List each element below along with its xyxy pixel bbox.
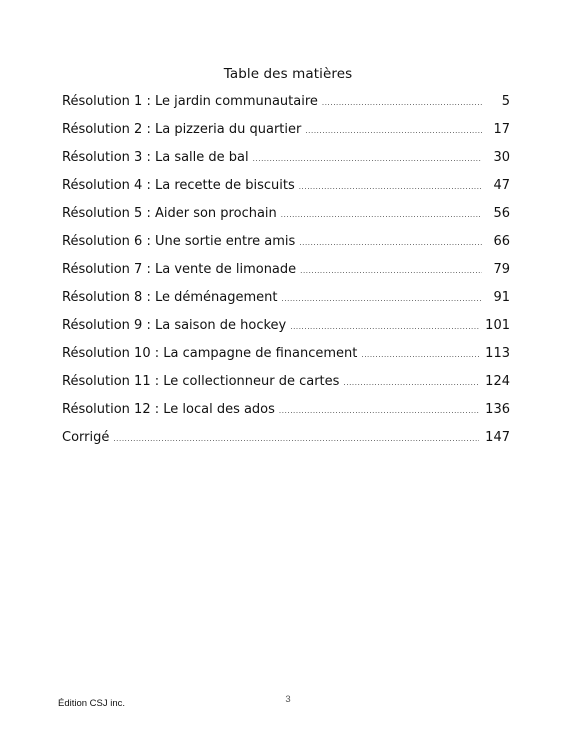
toc-entry-page: 47: [493, 178, 510, 193]
toc-entry-label: Résolution 5 : Aider son prochain: [62, 206, 277, 221]
toc-dot-leader: [113, 435, 479, 443]
toc-title: Table des matières: [223, 66, 353, 82]
toc-entry: [62, 402, 510, 430]
toc-dot-leader: [300, 267, 482, 275]
toc-dot-leader: [343, 379, 479, 387]
toc-entry: [62, 346, 510, 374]
toc-entry-label: Résolution 10 : La campagne de financement: [62, 346, 358, 361]
toc-entry-page: 66: [493, 234, 510, 249]
toc-dot-leader: [322, 99, 482, 107]
toc-entry-page: 136: [485, 402, 510, 417]
toc-entry-label: Résolution 4 : La recette de biscuits: [62, 178, 295, 193]
toc-dot-leader: [361, 351, 479, 359]
toc-entry-label: Résolution 12 : Le local des ados: [62, 402, 275, 417]
toc-entry-page: 147: [485, 430, 510, 445]
toc-entry-label: Résolution 2 : La pizzeria du quartier: [62, 122, 302, 137]
toc-dot-leader: [281, 211, 482, 219]
toc-dot-leader: [299, 239, 482, 247]
toc-entry: [62, 122, 510, 150]
toc-dot-leader: [253, 155, 482, 163]
footer-publisher: Édition CSJ inc.: [58, 698, 126, 709]
toc-dot-leader: [279, 407, 479, 415]
toc-entry-label: Corrigé: [62, 430, 110, 445]
toc-entry-label: Résolution 6 : Une sortie entre amis: [62, 234, 296, 249]
toc-entry-label: Résolution 8 : Le déménagement: [62, 290, 278, 305]
toc-entry-page: 30: [493, 150, 510, 165]
toc-entry-label: Résolution 1 : Le jardin communautaire: [62, 94, 318, 109]
toc-entry: [62, 290, 510, 318]
toc-entry: [62, 430, 510, 458]
toc-entry-label: Résolution 11 : Le collectionneur de cartes: [62, 374, 340, 389]
toc-entry-label: Résolution 7 : La vente de limonade: [62, 262, 297, 277]
toc-entry: [62, 262, 510, 290]
toc-entry-page: 124: [485, 374, 510, 389]
footer-page-number: 3: [285, 694, 291, 705]
toc-entry-page: 91: [493, 290, 510, 305]
toc-dot-leader: [281, 295, 482, 303]
toc-entry: [62, 206, 510, 234]
toc-entry: [62, 150, 510, 178]
toc-entry-page: 113: [485, 346, 510, 361]
toc-entry: [62, 234, 510, 262]
toc-entry-page: 56: [493, 206, 510, 221]
toc-entry-page: 17: [493, 122, 510, 137]
toc-entry-page: 79: [493, 262, 510, 277]
toc-entry-page: 5: [501, 94, 510, 109]
toc-entry-page: 101: [485, 318, 510, 333]
toc-entry: [62, 178, 510, 206]
toc-entry-label: Résolution 3 : La salle de bal: [62, 150, 249, 165]
toc-entry: [62, 94, 510, 122]
toc-dot-leader: [290, 323, 479, 331]
toc-dot-leader: [299, 183, 482, 191]
toc-list: [62, 94, 510, 458]
toc-dot-leader: [305, 127, 482, 135]
toc-entry: [62, 318, 510, 346]
toc-entry: [62, 374, 510, 402]
toc-entry-label: Résolution 9 : La saison de hockey: [62, 318, 287, 333]
